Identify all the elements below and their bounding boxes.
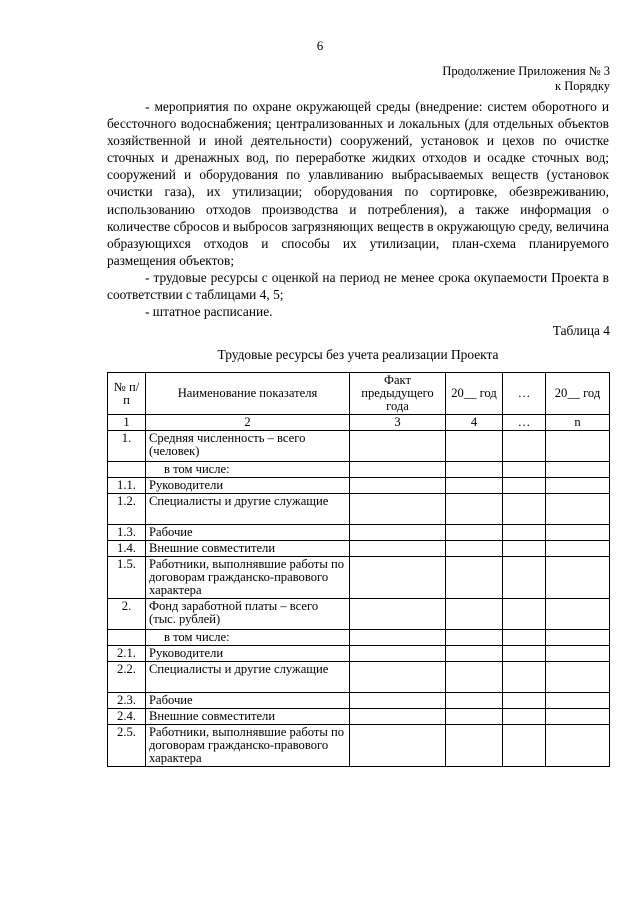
table-caption: Таблица 4 <box>552 323 610 338</box>
value-cell <box>546 478 610 494</box>
table-row <box>108 525 610 541</box>
table-row <box>108 541 610 557</box>
value-cell <box>446 709 503 725</box>
row-number: 1.4. <box>108 541 146 557</box>
value-cell <box>446 525 503 541</box>
table-row <box>108 431 610 462</box>
row-number: 1.1. <box>108 478 146 494</box>
row-indicator-name: в том числе: <box>146 630 350 646</box>
value-cell <box>503 709 546 725</box>
table-row <box>108 646 610 662</box>
value-cell <box>446 431 503 462</box>
row-indicator-name: Рабочие <box>146 525 350 541</box>
value-cell <box>446 462 503 478</box>
value-cell <box>350 630 446 646</box>
value-cell <box>546 462 610 478</box>
row-indicator-name: Средняя численность – всего (человек) <box>146 431 350 462</box>
paragraph-environment: - мероприятия по охране окружающей среды (внедрение: систем оборотного и бессточного водоснабжения; централизованных и локальных (для отдельных объектов хозяйственной и иной деятельности) сооружений, установок и цехов по очистке сточных и дренажных вод, по переработке жидких отходов и осадке сточных вод; сооружений и оборудования по улавливанию выбрасываемых веществ (установок очистки газа), их утилизации; оборудования по сортировке, обезвреживанию, использованию отходов производства и потребления), а также информация о количестве сбросов и выбросов загрязняющих веществ в окружающую среду, величина образующихся отходов и способы их утилизации, план-схема планируемого размещения объектов; <box>107 99 609 268</box>
row-number: 1. <box>108 431 146 462</box>
row-number <box>108 630 146 646</box>
value-cell <box>350 478 446 494</box>
table-row <box>108 693 610 709</box>
header-number: № п/п <box>108 373 146 415</box>
column-number-row <box>108 415 610 431</box>
table-row <box>108 709 610 725</box>
value-cell <box>503 662 546 693</box>
row-number: 2.1. <box>108 646 146 662</box>
row-indicator-name: Работники, выполнявшие работы по договорам гражданско-правового характера <box>146 725 350 767</box>
row-number: 1.5. <box>108 557 146 599</box>
value-cell <box>503 725 546 767</box>
value-cell <box>503 693 546 709</box>
row-indicator-name: Внешние совместители <box>146 541 350 557</box>
row-indicator-name: Фонд заработной платы – всего (тыс. рублей) <box>146 599 350 630</box>
value-cell <box>446 662 503 693</box>
header-ellipsis: … <box>503 373 546 415</box>
table-row <box>108 494 610 525</box>
row-number: 2.3. <box>108 693 146 709</box>
table-row <box>108 599 610 630</box>
row-number: 2.2. <box>108 662 146 693</box>
column-number: 2 <box>146 415 350 431</box>
value-cell <box>446 646 503 662</box>
value-cell <box>350 525 446 541</box>
table-row <box>108 725 610 767</box>
row-indicator-name: Внешние совместители <box>146 709 350 725</box>
value-cell <box>446 599 503 630</box>
value-cell <box>503 557 546 599</box>
value-cell <box>546 494 610 525</box>
value-cell <box>546 646 610 662</box>
header-year-1: 20__ год <box>446 373 503 415</box>
table-row <box>108 630 610 646</box>
row-number <box>108 462 146 478</box>
row-indicator-name: в том числе: <box>146 462 350 478</box>
value-cell <box>446 478 503 494</box>
value-cell <box>446 557 503 599</box>
row-indicator-name: Специалисты и другие служащие <box>146 662 350 693</box>
value-cell <box>503 646 546 662</box>
value-cell <box>350 557 446 599</box>
row-number: 1.3. <box>108 525 146 541</box>
value-cell <box>350 725 446 767</box>
value-cell <box>546 541 610 557</box>
value-cell <box>503 599 546 630</box>
value-cell <box>546 709 610 725</box>
value-cell <box>503 462 546 478</box>
row-indicator-name: Специалисты и другие служащие <box>146 494 350 525</box>
value-cell <box>350 462 446 478</box>
column-number: 1 <box>108 415 146 431</box>
table-title: Трудовые ресурсы без учета реализации Проекта <box>217 347 499 362</box>
value-cell <box>350 599 446 630</box>
row-indicator-name: Работники, выполнявшие работы по договорам гражданско-правового характера <box>146 557 350 599</box>
column-number: … <box>503 415 546 431</box>
column-number: 4 <box>446 415 503 431</box>
value-cell <box>546 525 610 541</box>
page-number: 6 <box>316 38 324 53</box>
value-cell <box>503 431 546 462</box>
column-number: 3 <box>350 415 446 431</box>
value-cell <box>503 478 546 494</box>
value-cell <box>446 725 503 767</box>
column-number: n <box>546 415 610 431</box>
table-header-row <box>108 373 610 415</box>
table-row <box>108 662 610 693</box>
value-cell <box>546 599 610 630</box>
row-number: 1.2. <box>108 494 146 525</box>
table-row <box>108 557 610 599</box>
value-cell <box>503 525 546 541</box>
table-row <box>108 462 610 478</box>
table-row <box>108 478 610 494</box>
value-cell <box>446 541 503 557</box>
appendix-line-2: к Порядку <box>555 79 610 93</box>
row-number: 2. <box>108 599 146 630</box>
value-cell <box>546 431 610 462</box>
value-cell <box>350 693 446 709</box>
value-cell <box>546 662 610 693</box>
value-cell <box>350 494 446 525</box>
row-number: 2.4. <box>108 709 146 725</box>
body-text <box>107 98 609 320</box>
value-cell <box>446 494 503 525</box>
value-cell <box>546 630 610 646</box>
appendix-reference <box>442 64 610 94</box>
row-indicator-name: Руководители <box>146 646 350 662</box>
value-cell <box>546 693 610 709</box>
paragraph-labor-resources: - трудовые ресурсы с оценкой на период не менее срока окупаемости Проекта в соответствии с таблицами 4, 5; <box>107 269 609 303</box>
header-previous-year: Факт предыдущего года <box>350 373 446 415</box>
value-cell <box>503 541 546 557</box>
value-cell <box>503 630 546 646</box>
value-cell <box>350 646 446 662</box>
value-cell <box>546 557 610 599</box>
value-cell <box>446 693 503 709</box>
value-cell <box>350 541 446 557</box>
header-year-n: 20__ год <box>546 373 610 415</box>
row-indicator-name: Рабочие <box>146 693 350 709</box>
value-cell <box>350 709 446 725</box>
value-cell <box>350 431 446 462</box>
value-cell <box>546 725 610 767</box>
paragraph-staffing: - штатное расписание. <box>145 304 273 320</box>
row-indicator-name: Руководители <box>146 478 350 494</box>
value-cell <box>446 630 503 646</box>
appendix-line-1: Продолжение Приложения № 3 <box>442 64 610 78</box>
labor-resources-table <box>107 372 610 767</box>
value-cell <box>350 662 446 693</box>
row-number: 2.5. <box>108 725 146 767</box>
value-cell <box>503 494 546 525</box>
header-indicator-name: Наименование показателя <box>146 373 350 415</box>
